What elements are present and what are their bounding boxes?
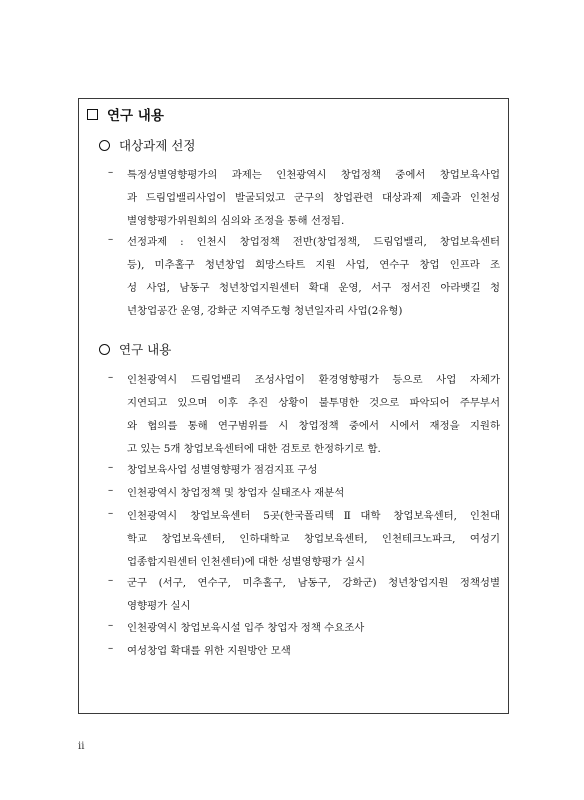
- dash-bullet: –: [108, 166, 114, 178]
- subsection-title-target-selection: 대상과제 선정: [99, 136, 195, 154]
- dash-bullet: –: [108, 371, 114, 383]
- dash-bullet: –: [108, 619, 114, 631]
- dash-bullet: –: [108, 233, 114, 245]
- dash-bullet: –: [108, 484, 114, 496]
- dash-bullet: –: [108, 642, 114, 654]
- section-heading: [87, 104, 164, 124]
- page-number: ii: [78, 741, 85, 752]
- subsection-title-research-content: 연구 내용: [99, 340, 171, 358]
- dash-bullet: –: [108, 574, 114, 586]
- square-bullet-icon: [87, 109, 98, 120]
- circle-bullet-icon: [99, 344, 110, 355]
- circle-bullet-icon: [99, 140, 110, 151]
- dash-bullet: –: [108, 461, 114, 473]
- heading-title: 연구 내용: [107, 108, 164, 124]
- dash-bullet: –: [108, 507, 114, 519]
